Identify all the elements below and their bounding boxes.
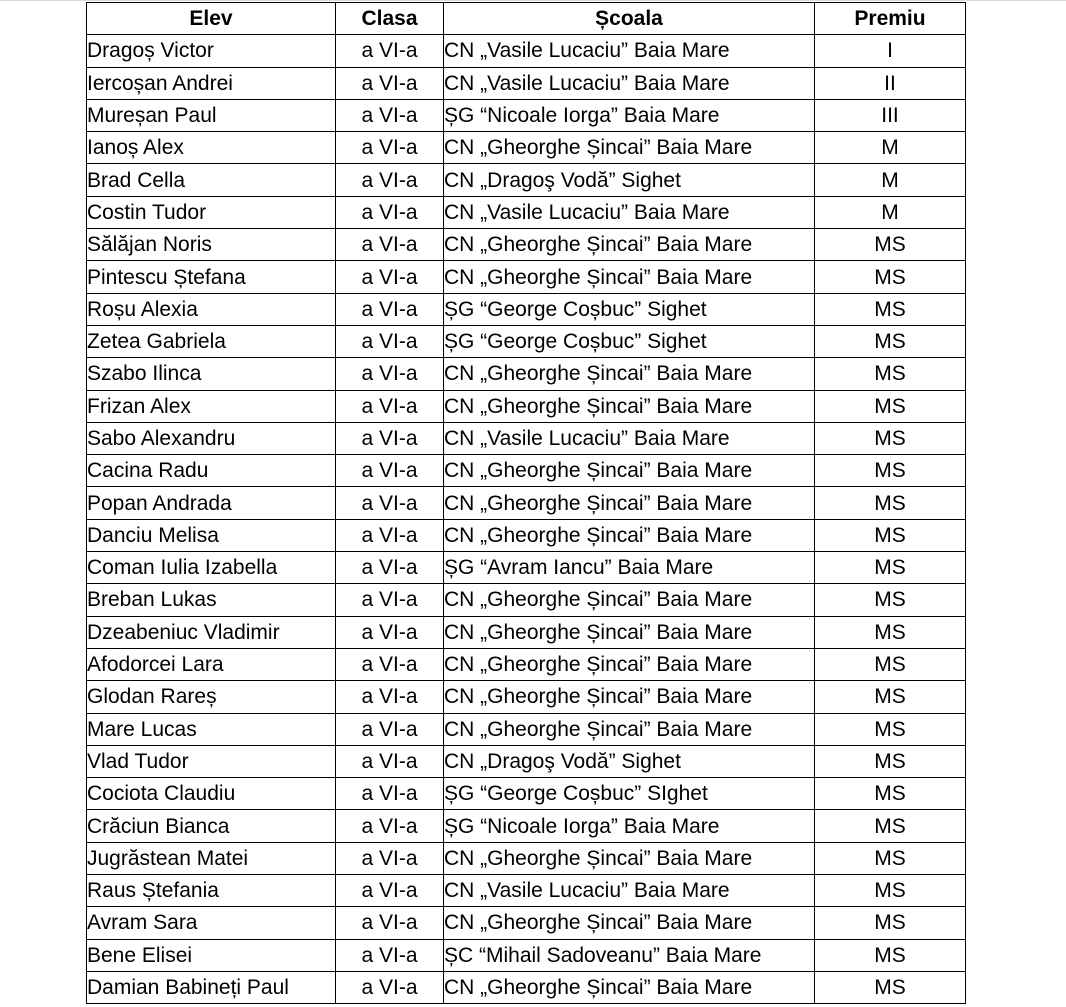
cell-scoala: CN „Vasile Lucaciu” Baia Mare <box>444 196 815 228</box>
cell-clasa: a VI-a <box>336 810 444 842</box>
cell-clasa: a VI-a <box>336 907 444 939</box>
cell-clasa: a VI-a <box>336 842 444 874</box>
cell-premiu: I <box>815 35 966 67</box>
cell-elev: Jugrăstean Matei <box>87 842 336 874</box>
cell-clasa: a VI-a <box>336 390 444 422</box>
cell-scoala: CN „Gheorghe Șincai” Baia Mare <box>444 132 815 164</box>
cell-clasa: a VI-a <box>336 939 444 971</box>
cell-elev: Iercoșan Andrei <box>87 67 336 99</box>
cell-scoala: CN „Gheorghe Șincai” Baia Mare <box>444 616 815 648</box>
cell-scoala: CN „Gheorghe Șincai” Baia Mare <box>444 358 815 390</box>
cell-scoala: CN „Gheorghe Șincai” Baia Mare <box>444 261 815 293</box>
table-row <box>87 519 966 551</box>
cell-clasa: a VI-a <box>336 196 444 228</box>
cell-clasa: a VI-a <box>336 971 444 1003</box>
cell-elev: Raus Ștefania <box>87 875 336 907</box>
table-row <box>87 971 966 1003</box>
cell-premiu: MS <box>815 875 966 907</box>
cell-elev: Mureșan Paul <box>87 99 336 131</box>
cell-premiu: MS <box>815 422 966 454</box>
cell-elev: Frizan Alex <box>87 390 336 422</box>
cell-clasa: a VI-a <box>336 455 444 487</box>
cell-elev: Crăciun Bianca <box>87 810 336 842</box>
cell-scoala: CN „Vasile Lucaciu” Baia Mare <box>444 67 815 99</box>
header-clasa: Clasa <box>336 3 444 35</box>
cell-scoala: ȘG “George Coșbuc” Sighet <box>444 293 815 325</box>
table-row <box>87 164 966 196</box>
cell-elev: Brad Cella <box>87 164 336 196</box>
cell-scoala: CN „Gheorghe Șincai” Baia Mare <box>444 842 815 874</box>
cell-scoala: ȘG “Nicoale Iorga” Baia Mare <box>444 810 815 842</box>
cell-clasa: a VI-a <box>336 164 444 196</box>
cell-scoala: CN „Gheorghe Șincai” Baia Mare <box>444 390 815 422</box>
table-row <box>87 229 966 261</box>
cell-clasa: a VI-a <box>336 35 444 67</box>
cell-premiu: MS <box>815 390 966 422</box>
table-row <box>87 875 966 907</box>
cell-scoala: ȘG “George Coșbuc” Sighet <box>444 325 815 357</box>
cell-premiu: III <box>815 99 966 131</box>
cell-elev: Zetea Gabriela <box>87 325 336 357</box>
cell-premiu: MS <box>815 616 966 648</box>
table-row <box>87 616 966 648</box>
cell-scoala: CN „Dragoş Vodă” Sighet <box>444 164 815 196</box>
cell-scoala: CN „Dragoş Vodă” Sighet <box>444 745 815 777</box>
cell-clasa: a VI-a <box>336 713 444 745</box>
header-premiu: Premiu <box>815 3 966 35</box>
cell-clasa: a VI-a <box>336 875 444 907</box>
cell-clasa: a VI-a <box>336 325 444 357</box>
cell-premiu: M <box>815 196 966 228</box>
cell-premiu: M <box>815 132 966 164</box>
table-row <box>87 648 966 680</box>
cell-clasa: a VI-a <box>336 99 444 131</box>
cell-premiu: MS <box>815 648 966 680</box>
cell-scoala: CN „Gheorghe Șincai” Baia Mare <box>444 971 815 1003</box>
cell-premiu: MS <box>815 584 966 616</box>
table-row <box>87 99 966 131</box>
cell-elev: Breban Lukas <box>87 584 336 616</box>
table-row <box>87 261 966 293</box>
cell-elev: Dragoș Victor <box>87 35 336 67</box>
cell-elev: Danciu Melisa <box>87 519 336 551</box>
cell-clasa: a VI-a <box>336 681 444 713</box>
cell-elev: Coman Iulia Izabella <box>87 552 336 584</box>
cell-scoala: CN „Gheorghe Șincai” Baia Mare <box>444 584 815 616</box>
cell-elev: Popan Andrada <box>87 487 336 519</box>
cell-elev: Avram Sara <box>87 907 336 939</box>
table-row <box>87 487 966 519</box>
header-row <box>87 3 966 35</box>
cell-elev: Bene Elisei <box>87 939 336 971</box>
table-row <box>87 67 966 99</box>
table-row <box>87 325 966 357</box>
cell-clasa: a VI-a <box>336 519 444 551</box>
cell-clasa: a VI-a <box>336 648 444 680</box>
cell-premiu: MS <box>815 907 966 939</box>
cell-elev: Costin Tudor <box>87 196 336 228</box>
cell-elev: Pintescu Ștefana <box>87 261 336 293</box>
cell-premiu: MS <box>815 939 966 971</box>
table-row <box>87 842 966 874</box>
cell-scoala: ȘG “Nicoale Iorga” Baia Mare <box>444 99 815 131</box>
cell-premiu: MS <box>815 519 966 551</box>
cell-clasa: a VI-a <box>336 261 444 293</box>
table-body <box>87 35 966 1004</box>
cell-clasa: a VI-a <box>336 487 444 519</box>
cell-clasa: a VI-a <box>336 67 444 99</box>
table-row <box>87 745 966 777</box>
table-row <box>87 939 966 971</box>
table-row <box>87 552 966 584</box>
table-row <box>87 907 966 939</box>
cell-clasa: a VI-a <box>336 745 444 777</box>
cell-elev: Glodan Rareș <box>87 681 336 713</box>
cell-scoala: CN „Gheorghe Șincai” Baia Mare <box>444 229 815 261</box>
cell-premiu: MS <box>815 487 966 519</box>
cell-premiu: MS <box>815 778 966 810</box>
cell-clasa: a VI-a <box>336 584 444 616</box>
table-row <box>87 681 966 713</box>
table-row <box>87 196 966 228</box>
cell-scoala: ȘC “Mihail Sadoveanu” Baia Mare <box>444 939 815 971</box>
header-scoala: Școala <box>444 3 815 35</box>
cell-premiu: MS <box>815 842 966 874</box>
cell-clasa: a VI-a <box>336 132 444 164</box>
cell-elev: Szabo Ilinca <box>87 358 336 390</box>
cell-scoala: CN „Gheorghe Șincai” Baia Mare <box>444 455 815 487</box>
cell-elev: Cacina Radu <box>87 455 336 487</box>
cell-clasa: a VI-a <box>336 552 444 584</box>
cell-scoala: CN „Gheorghe Șincai” Baia Mare <box>444 713 815 745</box>
table-row <box>87 35 966 67</box>
cell-premiu: MS <box>815 810 966 842</box>
cell-clasa: a VI-a <box>336 293 444 325</box>
cell-clasa: a VI-a <box>336 358 444 390</box>
cell-premiu: MS <box>815 745 966 777</box>
cell-premiu: MS <box>815 229 966 261</box>
cell-clasa: a VI-a <box>336 229 444 261</box>
page-top-edge <box>0 0 1066 1</box>
header-elev: Elev <box>87 3 336 35</box>
cell-elev: Mare Lucas <box>87 713 336 745</box>
cell-scoala: CN „Gheorghe Șincai” Baia Mare <box>444 907 815 939</box>
results-table <box>86 2 966 1004</box>
cell-scoala: CN „Vasile Lucaciu” Baia Mare <box>444 422 815 454</box>
cell-premiu: MS <box>815 455 966 487</box>
cell-elev: Afodorcei Lara <box>87 648 336 680</box>
cell-elev: Ianoș Alex <box>87 132 336 164</box>
cell-premiu: MS <box>815 971 966 1003</box>
table-row <box>87 132 966 164</box>
cell-scoala: CN „Vasile Lucaciu” Baia Mare <box>444 35 815 67</box>
cell-clasa: a VI-a <box>336 616 444 648</box>
table-row <box>87 713 966 745</box>
cell-elev: Vlad Tudor <box>87 745 336 777</box>
cell-elev: Sabo Alexandru <box>87 422 336 454</box>
cell-clasa: a VI-a <box>336 778 444 810</box>
cell-scoala: CN „Gheorghe Șincai” Baia Mare <box>444 487 815 519</box>
cell-premiu: M <box>815 164 966 196</box>
cell-scoala: ȘG “George Coșbuc” SIghet <box>444 778 815 810</box>
cell-clasa: a VI-a <box>336 422 444 454</box>
cell-elev: Sălăjan Noris <box>87 229 336 261</box>
table-header <box>87 3 966 35</box>
cell-scoala: CN „Gheorghe Șincai” Baia Mare <box>444 648 815 680</box>
table-row <box>87 584 966 616</box>
cell-elev: Damian Babineți Paul <box>87 971 336 1003</box>
cell-scoala: CN „Vasile Lucaciu” Baia Mare <box>444 875 815 907</box>
cell-elev: Roșu Alexia <box>87 293 336 325</box>
table-row <box>87 293 966 325</box>
cell-scoala: CN „Gheorghe Șincai” Baia Mare <box>444 519 815 551</box>
cell-elev: Dzeabeniuc Vladimir <box>87 616 336 648</box>
table-row <box>87 455 966 487</box>
table-row <box>87 778 966 810</box>
cell-scoala: CN „Gheorghe Șincai” Baia Mare <box>444 681 815 713</box>
table-row <box>87 358 966 390</box>
cell-premiu: MS <box>815 325 966 357</box>
cell-premiu: II <box>815 67 966 99</box>
cell-premiu: MS <box>815 261 966 293</box>
cell-premiu: MS <box>815 681 966 713</box>
table-row <box>87 810 966 842</box>
cell-premiu: MS <box>815 358 966 390</box>
table-row <box>87 422 966 454</box>
cell-premiu: MS <box>815 293 966 325</box>
table-row <box>87 390 966 422</box>
cell-scoala: ȘG “Avram Iancu” Baia Mare <box>444 552 815 584</box>
cell-premiu: MS <box>815 552 966 584</box>
cell-elev: Cociota Claudiu <box>87 778 336 810</box>
cell-premiu: MS <box>815 713 966 745</box>
